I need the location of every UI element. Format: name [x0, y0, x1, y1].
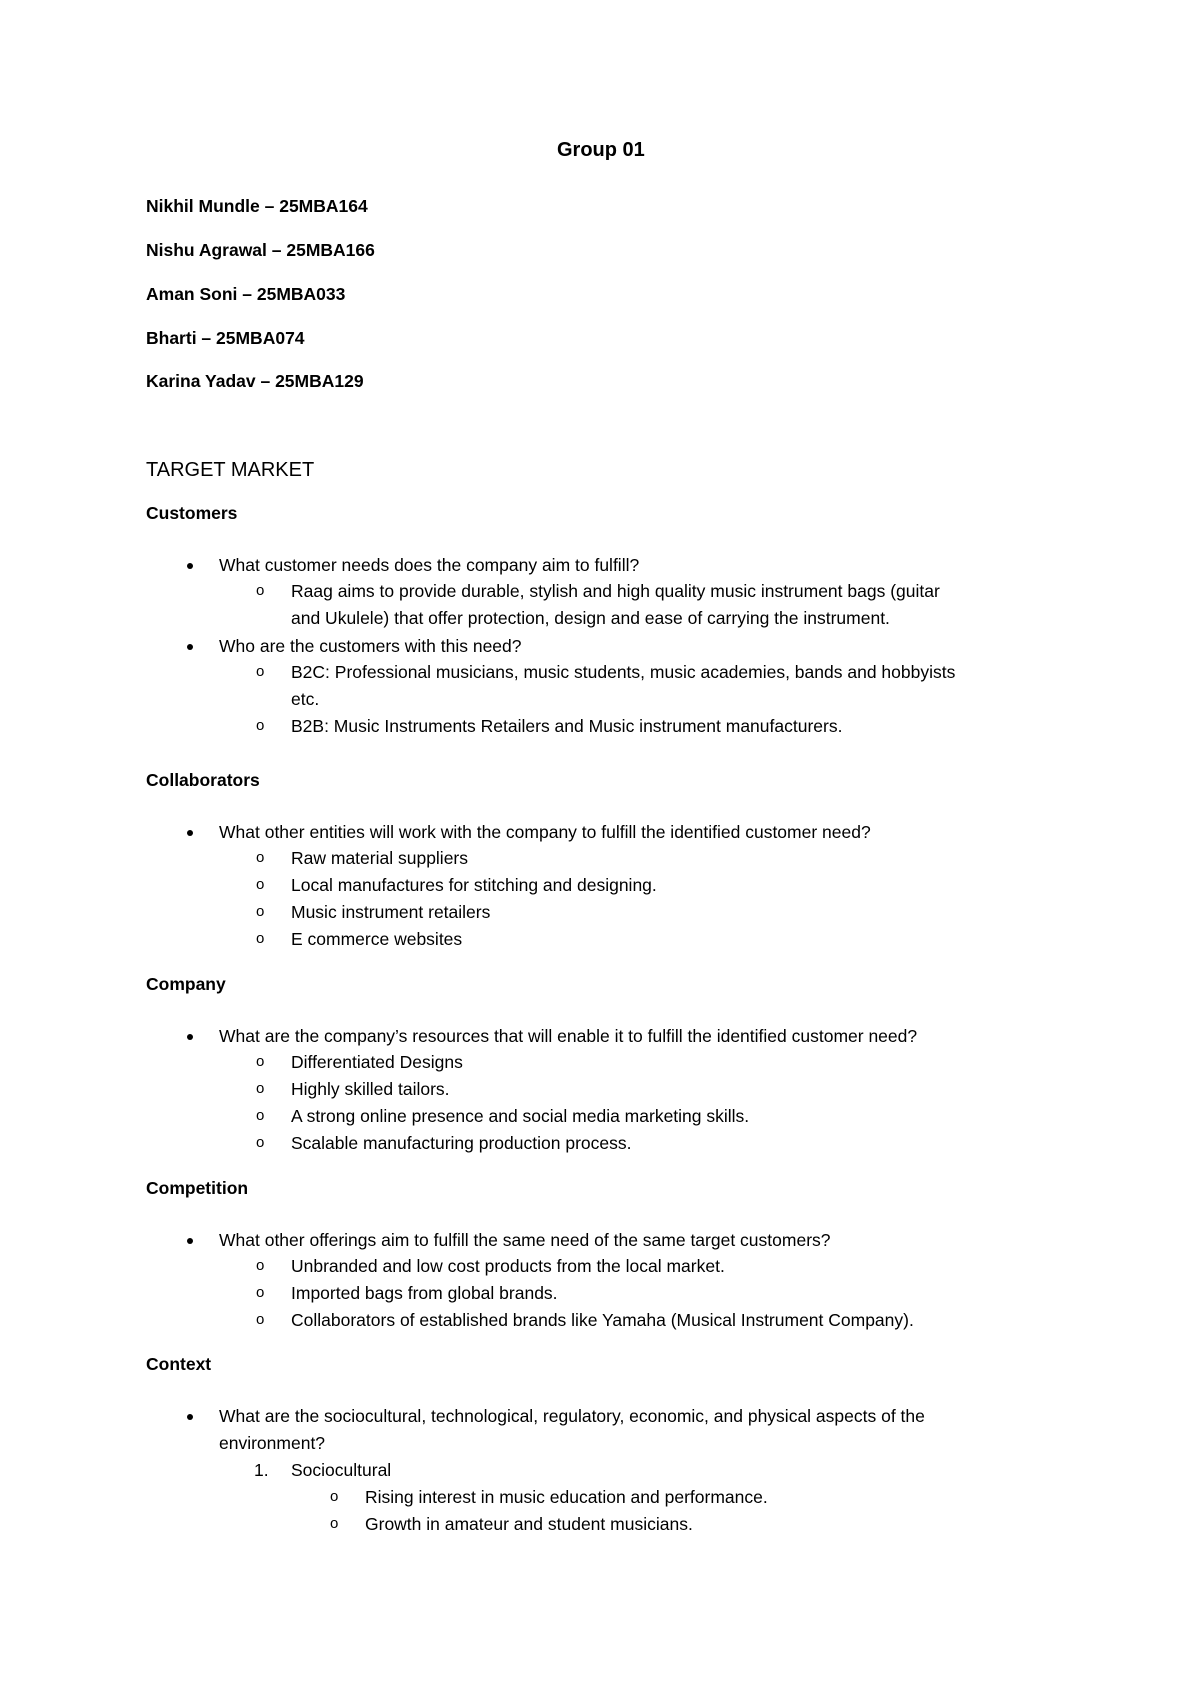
company-question: What are the company’s resources that will enable it to fulfill the identified customer need?	[219, 1026, 918, 1046]
sub-bullet-icon: o	[256, 1080, 265, 1097]
competition-item: Collaborators of established brands like Yamaha (Musical Instrument Company).	[291, 1310, 914, 1330]
competition-item: Imported bags from global brands.	[291, 1283, 558, 1303]
sub-bullet-icon: o	[256, 1257, 265, 1274]
sub-bullet-icon: o	[256, 1053, 265, 1070]
list-number: 1.	[254, 1460, 269, 1480]
bullet-icon	[187, 830, 193, 836]
sub-bullet-icon: o	[256, 1311, 265, 1328]
bullet-icon	[187, 1238, 193, 1244]
sub-bullet-icon: o	[330, 1488, 339, 1505]
customers-question-1: What customer needs does the company aim to fulfill?	[219, 555, 640, 575]
context-subheading: Sociocultural	[291, 1460, 392, 1480]
customers-heading: Customers	[146, 503, 238, 523]
context-question-cont: environment?	[219, 1433, 326, 1453]
competition-item: Unbranded and low cost products from the local market.	[291, 1256, 725, 1276]
member-line: Karina Yadav – 25MBA129	[146, 371, 364, 391]
customers-answer-2: B2C: Professional musicians, music students, music academies, bands and hobbyists	[291, 662, 956, 682]
sub-bullet-icon: o	[330, 1515, 339, 1532]
bullet-icon	[187, 1414, 193, 1420]
context-heading: Context	[146, 1354, 212, 1374]
collaborators-question: What other entities will work with the company to fulfill the identified customer need?	[219, 822, 871, 842]
company-heading: Company	[146, 974, 226, 994]
company-item: Highly skilled tailors.	[291, 1079, 450, 1099]
company-item: Scalable manufacturing production process.	[291, 1133, 632, 1153]
sub-bullet-icon: o	[256, 849, 265, 866]
context-item: Rising interest in music education and performance.	[365, 1487, 768, 1507]
customers-question-2: Who are the customers with this need?	[219, 636, 522, 656]
document-title: Group 01	[557, 139, 645, 161]
sub-bullet-icon: o	[256, 930, 265, 947]
member-line: Aman Soni – 25MBA033	[146, 284, 346, 304]
context-item: Growth in amateur and student musicians.	[365, 1514, 693, 1534]
customers-answer-1: Raag aims to provide durable, stylish and high quality music instrument bags (guitar	[291, 581, 940, 601]
sub-bullet-icon: o	[256, 903, 265, 920]
sub-bullet-icon: o	[256, 582, 265, 599]
collaborators-item: Music instrument retailers	[291, 902, 491, 922]
member-line: Nikhil Mundle – 25MBA164	[146, 196, 368, 216]
member-line: Bharti – 25MBA074	[146, 328, 305, 348]
collaborators-item: E commerce websites	[291, 929, 463, 949]
sub-bullet-icon: o	[256, 663, 265, 680]
sub-bullet-icon: o	[256, 1284, 265, 1301]
customers-answer-3: B2B: Music Instruments Retailers and Music instrument manufacturers.	[291, 716, 843, 736]
sub-bullet-icon: o	[256, 876, 265, 893]
bullet-icon	[187, 644, 193, 650]
sub-bullet-icon: o	[256, 717, 265, 734]
customers-answer-2-cont: etc.	[291, 689, 320, 709]
competition-question: What other offerings aim to fulfill the same need of the same target customers?	[219, 1230, 831, 1250]
sub-bullet-icon: o	[256, 1134, 265, 1151]
collaborators-heading: Collaborators	[146, 770, 260, 790]
customers-answer-1-cont: and Ukulele) that offer protection, design and ease of carrying the instrument.	[291, 608, 890, 628]
competition-heading: Competition	[146, 1178, 249, 1198]
company-item: Differentiated Designs	[291, 1052, 463, 1072]
company-item: A strong online presence and social media marketing skills.	[291, 1106, 750, 1126]
sub-bullet-icon: o	[256, 1107, 265, 1124]
context-question: What are the sociocultural, technological, regulatory, economic, and physical aspects of the	[219, 1406, 925, 1426]
collaborators-item: Local manufactures for stitching and designing.	[291, 875, 657, 895]
member-line: Nishu Agrawal – 25MBA166	[146, 240, 375, 260]
collaborators-item: Raw material suppliers	[291, 848, 469, 868]
bullet-icon	[187, 1034, 193, 1040]
bullet-icon	[187, 563, 193, 569]
section-title: TARGET MARKET	[146, 459, 315, 481]
